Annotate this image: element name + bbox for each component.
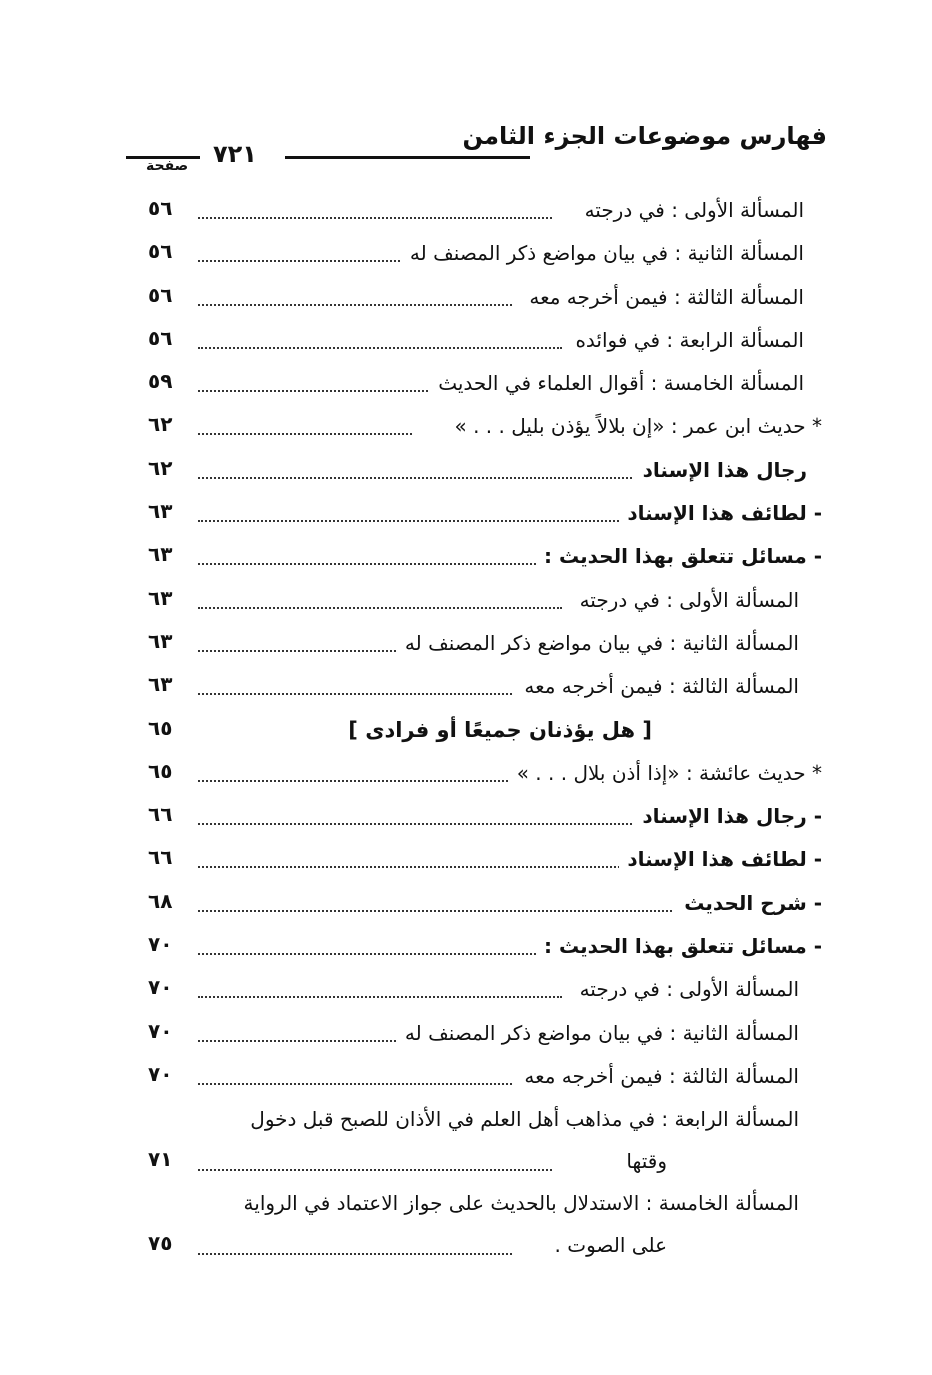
toc-entry-text: المسألة الثالثة : فيمن أخرجه معه [521, 285, 804, 309]
page-column-label: صفحة [146, 158, 189, 174]
dot-leader [198, 347, 562, 349]
toc-entry-text: المسألة الأولى : في درجته [577, 198, 804, 222]
header-rule [285, 156, 530, 159]
toc-entry-page: ٥٩ [148, 369, 173, 394]
toc-entry [0, 666, 932, 709]
table-of-contents [0, 190, 932, 1267]
toc-entry-text: المسألة الرابعة : في مذاهب أهل العلم في الأذان للصبح قبل دخول [242, 1107, 799, 1131]
toc-entry-page: ٦٣ [148, 499, 173, 524]
toc-entry [0, 363, 932, 406]
toc-entry-text: * حديث عائشة : «إذا أذن بلال . . . » [509, 761, 822, 785]
toc-entry [0, 1099, 932, 1183]
toc-entry-page: ٥٦ [148, 282, 173, 307]
toc-entry-page: ٧٥ [148, 1231, 173, 1256]
toc-entry-page: ٦٥ [148, 715, 173, 740]
dot-leader [198, 953, 572, 955]
toc-entry [0, 926, 932, 969]
toc-entry [0, 839, 932, 882]
dot-leader [198, 607, 562, 609]
toc-entry [0, 190, 932, 233]
toc-entry-page: ٦٣ [148, 628, 173, 653]
dot-leader [198, 866, 632, 868]
toc-entry-text: المسألة الثالثة : فيمن أخرجه معه [516, 1064, 799, 1088]
toc-entry-page: ٦٥ [148, 758, 173, 783]
toc-entry [0, 1183, 932, 1267]
toc-entry-text: المسألة الخامسة : أقوال العلماء في الحديث [430, 371, 804, 395]
dot-leader [198, 304, 512, 306]
toc-entry-text: - شرح الحديث [676, 891, 822, 915]
toc-entry-page: ٧٠ [148, 975, 173, 1000]
toc-entry-page: ٥٦ [148, 325, 173, 350]
toc-entry-text: المسألة الأولى : في درجته [572, 588, 799, 612]
dot-leader [198, 563, 572, 565]
toc-entry-text: - لطائف هذا الإسناد [619, 501, 822, 525]
toc-entry-page: ٧٠ [148, 1061, 173, 1086]
toc-entry-page: ٦٨ [148, 888, 173, 913]
toc-entry [0, 450, 932, 493]
toc-entry [0, 233, 932, 276]
toc-entry [0, 1056, 932, 1099]
toc-entry-page: ٦٢ [148, 455, 173, 480]
toc-entry [0, 753, 932, 796]
toc-entry [0, 406, 932, 449]
toc-entry [0, 493, 932, 536]
section-heading [0, 710, 932, 753]
dot-leader [198, 996, 562, 998]
toc-entry [0, 320, 932, 363]
toc-entry-text: المسألة الأولى : في درجته [572, 977, 799, 1001]
toc-entry-page: ٧٠ [148, 1018, 173, 1043]
dot-leader [198, 693, 512, 695]
toc-entry-page: ٥٦ [148, 239, 173, 264]
toc-entry-text: رجال هذا الإسناد [635, 458, 807, 482]
toc-entry-continuation: على الصوت . [547, 1233, 667, 1257]
toc-entry-page: ٦٢ [148, 412, 173, 437]
dot-leader [198, 1169, 552, 1171]
running-title: فهارس موضوعات الجزء الثامن [462, 122, 827, 150]
page-number: ٧٢١ [213, 140, 257, 168]
toc-entry [0, 277, 932, 320]
toc-entry [0, 623, 932, 666]
toc-entry-page: ٧٠ [148, 932, 173, 957]
toc-entry-text: - مسائل تتعلق بهذا الحديث : [536, 544, 822, 568]
toc-entry [0, 969, 932, 1012]
dot-leader [198, 390, 432, 392]
toc-entry-page: ٦٦ [148, 845, 173, 870]
dot-leader [198, 1040, 412, 1042]
toc-entry-text: المسألة الثانية : في بيان مواضع ذكر المصنف له [402, 241, 804, 265]
dot-leader [198, 260, 412, 262]
toc-entry [0, 536, 932, 579]
toc-entry [0, 883, 932, 926]
toc-entry-page: ٦٣ [148, 672, 173, 697]
toc-entry-text: * حديث ابن عمر : «إن بلالاً يؤذن بليل . . . » [446, 414, 822, 438]
toc-entry-text: - لطائف هذا الإسناد [619, 847, 822, 871]
toc-entry-page: ٧١ [148, 1147, 173, 1172]
dot-leader [198, 823, 632, 825]
toc-entry-text: المسألة الثانية : في بيان مواضع ذكر المصنف له [397, 1021, 799, 1045]
dot-leader [198, 1083, 512, 1085]
toc-entry-text: المسألة الخامسة : الاستدلال بالحديث على جواز الاعتماد في الرواية [236, 1191, 799, 1215]
dot-leader [198, 780, 512, 782]
toc-entry-text: المسألة الثالثة : فيمن أخرجه معه [516, 674, 799, 698]
toc-entry [0, 580, 932, 623]
toc-entry-page: ٦٦ [148, 802, 173, 827]
dot-leader [198, 477, 632, 479]
dot-leader [198, 520, 622, 522]
dot-leader [198, 1253, 512, 1255]
page-header [0, 0, 932, 190]
dot-leader [198, 910, 672, 912]
toc-entry-text: - مسائل تتعلق بهذا الحديث : [536, 934, 822, 958]
toc-entry [0, 1013, 932, 1056]
toc-entry-page: ٦٣ [148, 585, 173, 610]
toc-entry-text: المسألة الرابعة : في فوائده [567, 328, 804, 352]
toc-entry [0, 796, 932, 839]
dot-leader [198, 433, 412, 435]
dot-leader [198, 217, 552, 219]
toc-entry-page: ٦٣ [148, 542, 173, 567]
toc-entry-text: المسألة الثانية : في بيان مواضع ذكر المصنف له [397, 631, 799, 655]
dot-leader [198, 650, 412, 652]
toc-entry-continuation: وقتها [618, 1149, 667, 1173]
toc-entry-text: - رجال هذا الإسناد [634, 804, 822, 828]
toc-entry-page: ٥٦ [148, 196, 173, 220]
section-heading-text: [ هل يؤذنان جميعًا أو فرادى ] [340, 718, 652, 742]
